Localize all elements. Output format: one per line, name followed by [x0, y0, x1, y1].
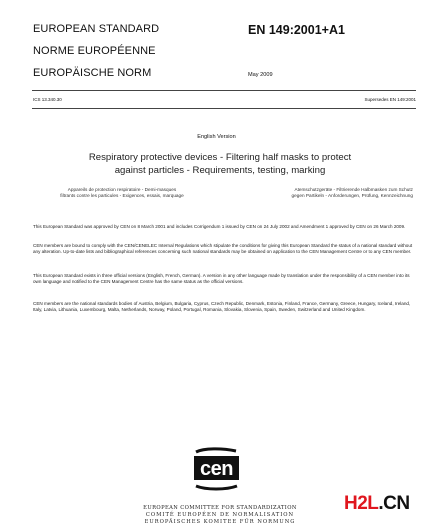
members-paragraph: CEN members are the national standards bodies of Austria, Belgium, Bulgaria, Cyprus, Czech Republic, Denmark, Estonia, Finland, France, Germany, Greece, Hungary, Iceland, Ireland, Italy, Latvia, Lithuania, Luxembourg, Malta, Netherlands, Norway, Poland, Portugal, Romania, Slovakia, Slovenia, Spain, Sweden, Switzerland and United Kingdom. — [33, 301, 411, 312]
standard-number: EN 149:2001+A1 — [248, 23, 345, 37]
german-title-line-1: Atemschutzgeräte - Filtrierende Halbmasken zum Schutz — [294, 187, 413, 192]
approval-paragraph: This European Standard was approved by CEN on 8 March 2001 and includes Corrigendum 1 issued by CEN on 24 July 2002 and Amendment 1 approved by CEN on 26 March 2009. — [33, 224, 406, 229]
german-title — [228, 187, 413, 199]
cen-logo-graphic — [192, 447, 241, 491]
watermark-part-2: .CN — [378, 493, 410, 514]
cen-logo-text: cen — [200, 458, 233, 480]
meta-rule — [32, 108, 416, 109]
ics-code: ICS 13.340.30 — [33, 97, 62, 102]
french-title-line-2: filtrants contre les particules - Exigences, essais, marquage — [60, 193, 184, 198]
committee-name-en: EUROPEAN COMMITTEE FOR STANDARDIZATION — [143, 505, 297, 511]
document-title-line-1: Respiratory protective devices - Filtering half masks to protect — [88, 152, 352, 163]
header-line-de: EUROPÄISCHE NORM — [33, 67, 152, 79]
header-line-en: EUROPEAN STANDARD — [33, 23, 160, 35]
header-line-fr: NORME EUROPÉENNE — [33, 45, 156, 57]
committee-name-fr: COMITÉ EUROPÉEN DE NORMALISATION — [145, 512, 295, 518]
french-title — [33, 187, 211, 199]
committee-name-de: EUROPÄISCHES KOMITEE FÜR NORMUNG — [144, 519, 296, 525]
header-rule — [32, 90, 416, 91]
regulations-paragraph: CEN members are bound to comply with the CEN/CENELEC Internal Regulations which stipulate the conditions for giving this European Standard the status of a national standard without any alteration. Up-to-date lists and bibliographical references concerning such national standards may be obtained on application to the CEN Management Centre or to any CEN member. — [33, 243, 413, 254]
supersedes-text: Supersedes EN 149:2001 — [364, 97, 416, 102]
watermark-part-1: H2L — [344, 493, 379, 514]
h2l-watermark — [344, 493, 410, 515]
publication-date: May 2009 — [248, 72, 273, 78]
document-title-line-2: against particles - Requirements, testing, marking — [114, 165, 326, 176]
versions-paragraph: This European Standard exists in three official versions (English, French, German). A version in any other language made by translation under the responsibility of a CEN member into its own language and notified to the CEN Management Centre has the same status as the official versions. — [33, 273, 410, 284]
cen-logo — [192, 447, 241, 491]
french-title-line-1: Appareils de protection respiratoire - Demi-masques — [67, 187, 177, 192]
german-title-line-2: gegen Partikeln - Anforderungen, Prüfung, Kennzeichnung — [291, 193, 413, 198]
version-label: English Version — [197, 134, 236, 140]
